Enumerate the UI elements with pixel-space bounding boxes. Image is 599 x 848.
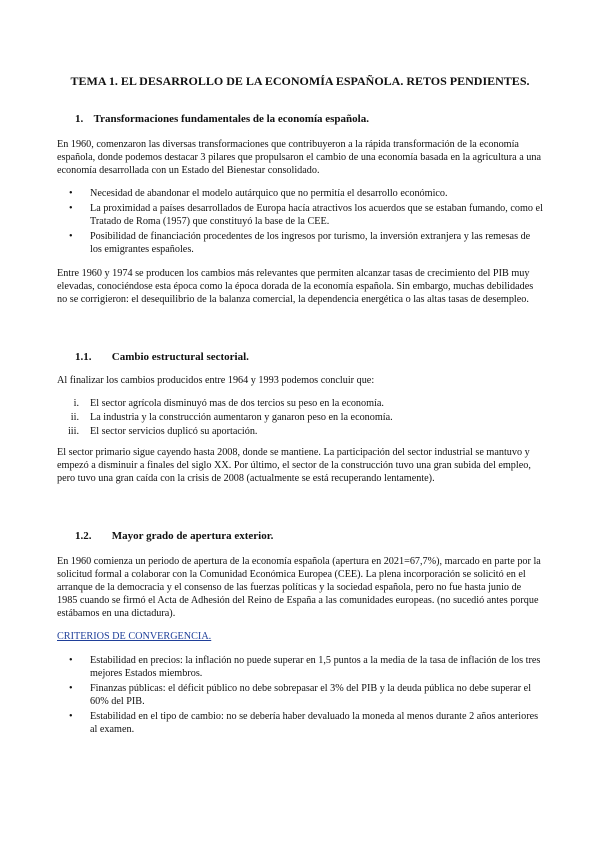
list-item-text: Finanzas públicas: el déficit público no debe sobrepasar el 3% del PIB y la deuda pública no debe superar el 60% del PIB.	[90, 683, 532, 707]
list-item	[57, 202, 544, 228]
section-1-bullet-list	[57, 187, 544, 258]
list-item-number: iii.	[67, 426, 79, 437]
criteria-title: CRITERIOS DE CONVERGENCIA.	[57, 631, 212, 642]
section-1-intro: En 1960, comenzaron las diversas transformaciones que contribuyeron a la rápida transformación de la economía española, donde podemos destacar 3 pilares que propulsaron el cambio de una economía basada en la agricultura a una economía desarrollada con un Estado del Bienestar consolidado.	[57, 139, 542, 176]
section-1-1-closing: El sector primario sigue cayendo hasta 2008, donde se mantiene. La participación del sector industrial se mantuvo y empezó a disminuir a finales del siglo XX. Por último, el sector de la construcción tuvo una gran subida del empleo, pero tuvo una gran caída con la crisis de 2008 (actualmente se está recuperando lentamente).	[57, 447, 531, 484]
section-1-1-title: Cambio estructural sectorial.	[111, 351, 249, 363]
criteria-list	[57, 654, 544, 738]
section-1-title: Transformaciones fundamentales de la economía española.	[93, 113, 369, 125]
list-item	[57, 187, 544, 200]
list-item	[57, 397, 544, 410]
list-item-text: Estabilidad en precios: la inflación no puede superar en 1,5 puntos a la media de la tasa de inflación de los tres mejores Estados miembros.	[90, 655, 541, 679]
section-1-2-heading	[75, 530, 273, 543]
list-item-text: La industria y la construcción aumentaron y ganaron peso en la economía.	[90, 412, 393, 423]
bullet-icon: •	[69, 683, 73, 694]
section-1-2-number: 1.2.	[75, 530, 92, 542]
section-1-number: 1.	[75, 113, 84, 125]
section-1-heading	[75, 113, 369, 126]
page-title: TEMA 1. EL DESARROLLO DE LA ECONOMÍA ESPAÑOLA. RETOS PENDIENTES.	[70, 74, 530, 88]
bullet-icon: •	[69, 203, 73, 214]
bullet-icon: •	[69, 711, 73, 722]
section-1-1-intro: Al finalizar los cambios producidos entre 1964 y 1993 podemos concluir que:	[57, 375, 375, 386]
list-item	[57, 710, 544, 736]
section-1-1-heading	[75, 351, 249, 364]
list-item-text: Necesidad de abandonar el modelo autárquico que no permitía el desarrollo económico.	[90, 188, 448, 199]
list-item	[57, 425, 544, 438]
bullet-icon: •	[69, 231, 73, 242]
list-item	[57, 411, 544, 424]
list-item-text: Posibilidad de financiación procedentes de los ingresos por turismo, la inversión extranjera y las remesas de los emigrantes españoles.	[90, 231, 531, 255]
bullet-icon: •	[69, 655, 73, 666]
list-item-number: ii.	[70, 412, 79, 423]
list-item	[57, 654, 544, 680]
section-1-2-intro: En 1960 comienza un periodo de apertura de la economía española (apertura en 2021=67,7%), marcado en parte por la solicitud formal a colaborar con la Comunidad Económica Europea (CEE). La plena incorporación se solicitó en el arranque de la democracia y el consenso de las fuerzas políticas y la sociedad española, pero no fue hasta junio de 1985 cuando se firmó el Acta de Adhesión del Reino de España a las comunidades europeas. (no sucedió antes porque estábamos en una dictadura).	[57, 556, 541, 619]
list-item-text: El sector servicios duplicó su aportación.	[90, 426, 258, 437]
list-item	[57, 682, 544, 708]
list-item	[57, 230, 544, 256]
list-item-text: Estabilidad en el tipo de cambio: no se debería haber devaluado la moneda al menos durante 2 años anteriores al examen.	[90, 711, 539, 735]
list-item-number: i.	[73, 398, 79, 409]
section-1-closing: Entre 1960 y 1974 se producen los cambios más relevantes que permiten alcanzar tasas de crecimiento del PIB muy elevadas, conociéndose esta época como la época dorada de la economía española. Sin embargo, muchas debilidades no se corrigieron: el desequilibrio de la balanza comercial, la dependencia energética o las altas tasas de desempleo.	[57, 268, 534, 305]
list-item-text: La proximidad a países desarrollados de Europa hacía atractivos los acuerdos que se estaban fumando, como el Tratado de Roma (1957) que constituyó la base de la CEE.	[90, 203, 543, 227]
bullet-icon: •	[69, 188, 73, 199]
section-1-1-number: 1.1.	[75, 351, 92, 363]
list-item-text: El sector agrícola disminuyó mas de dos tercios su peso en la economía.	[90, 398, 384, 409]
section-1-1-roman-list	[57, 397, 544, 439]
section-1-2-title: Mayor grado de apertura exterior.	[111, 530, 274, 542]
